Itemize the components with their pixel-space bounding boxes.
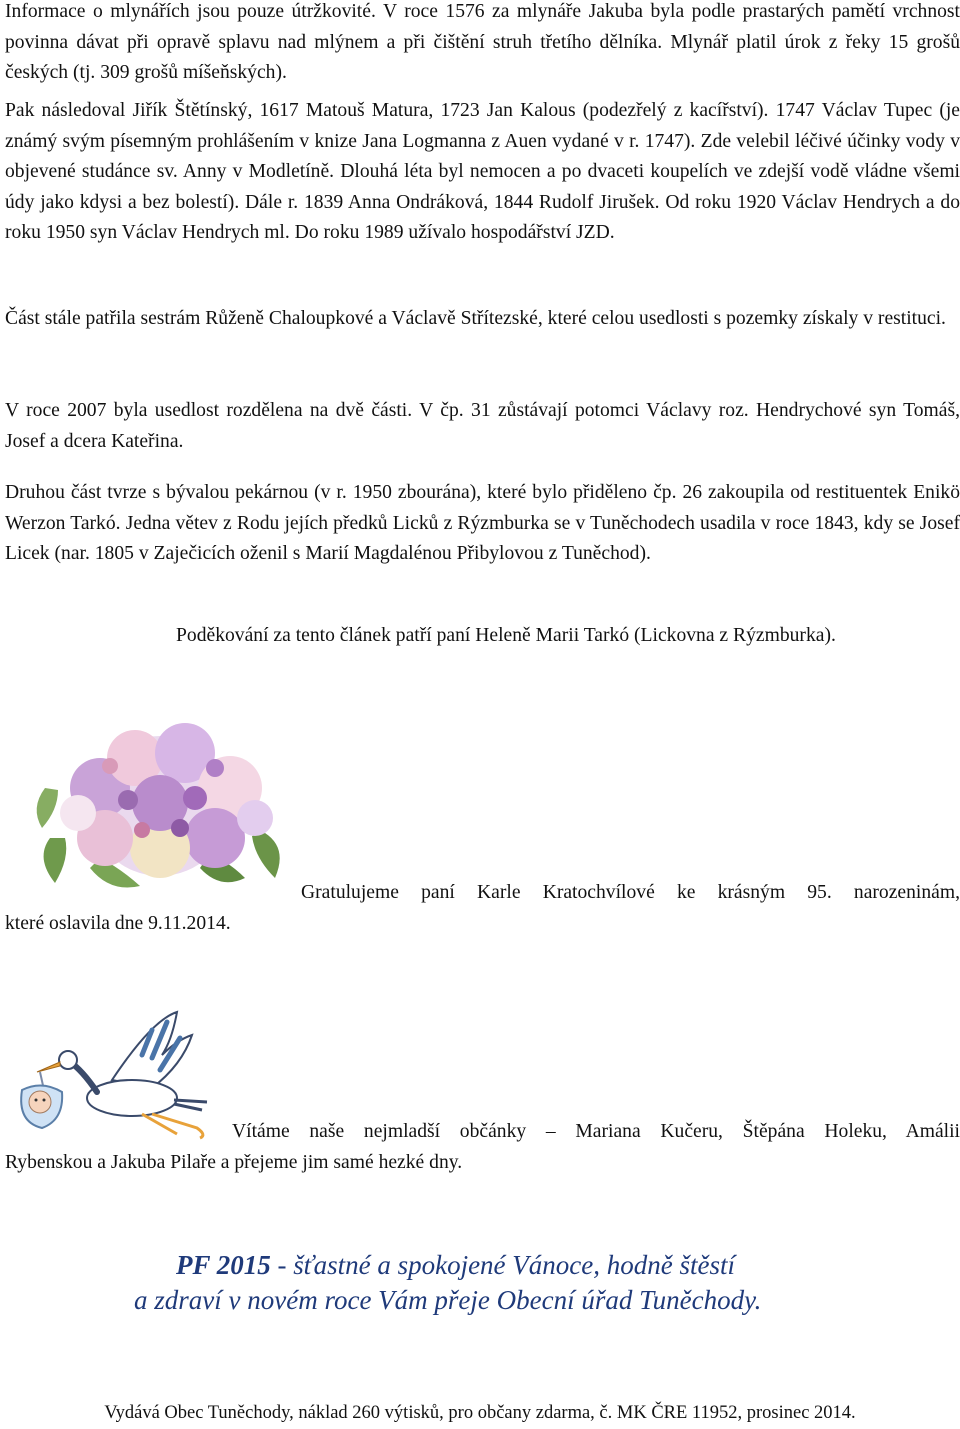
- baby-bundle: [21, 1072, 62, 1128]
- flower-bouquet-icon: [30, 718, 290, 894]
- greeting-line-1: [0, 1248, 960, 1283]
- welcome-line-2: Rybenskou a Jakuba Pilaře a přejeme jim samé hezké dny.: [5, 1152, 463, 1173]
- paragraph-millers: Informace o mlynářích jsou pouze útržkovité. V roce 1576 za mlynáře Jakuba byla podle prastarých pamětí vrchnost povinna dávat při opravě splavu nad mlýnem a při čištění struh třetího dělníka. Mlynář platil úrok z řeky 15 grošů českých (tj. 309 grošů míšeňských).: [5, 1, 960, 83]
- thanks-note: Poděkování za tento článek patří paní Heleně Marii Tarkó (Lickovna z Rýzmburka).: [176, 625, 836, 646]
- welcome-line-1: Vítáme naše nejmladší občánky – Mariana Kučeru, Štěpána Holeku, Amálii: [232, 1121, 960, 1142]
- stork-with-baby-icon: [2, 1010, 228, 1140]
- greeting-line-1-text: - šťastné a spokojené Vánoce, hodně štěstí: [270, 1250, 735, 1280]
- blossoms: [60, 723, 273, 878]
- holiday-greeting: [0, 1248, 960, 1318]
- publisher-footer: Vydává Obec Tuněchody, náklad 260 výtisků, pro občany zdarma, č. MK ČRE 11952, prosinec 2014.: [104, 1403, 856, 1423]
- paragraph-bakery: Druhou část tvrze s bývalou pekárnou (v r. 1950 zbourána), které bylo přiděleno čp. 26 zakoupila od restituentek Enikö Werzon Tarkó. Jedna větev z Rodu jejích předků Licků z Rýzmburka se v Tuněchodech usadila v roce 1843, kdy se Josef Licek (nar. 1805 v Zaječicích oženil s Marií Magdalénou Přibylovou z Tuněchod).: [5, 482, 960, 564]
- congratulation-line-1: Gratulujeme paní Karle Kratochvílové ke krásným 95. narozeninám,: [301, 882, 960, 903]
- paragraph-division: V roce 2007 byla usedlost rozdělena na dvě části. V čp. 31 zůstávají potomci Václavy roz. Hendrychové syn Tomáš, Josef a dcera Kateřina.: [5, 400, 960, 452]
- stork-wing: [112, 1012, 192, 1088]
- pf-label: PF 2015: [176, 1250, 271, 1280]
- paragraph-owners: Pak následoval Jiřík Štětínský, 1617 Matouš Matura, 1723 Jan Kalous (podezřelý z kacířství). 1747 Václav Tupec (je známý svým písemným prohlášením v knize Jana Logmanna z Auen vydané v r. 1747). Zde velebil léčivé účinky vody v objevené studánce sv. Anny v Modletíně. Dlouhá léta byl nemocen a po dvaceti koupelích ve zdejší vodě vládne všemi údy jako kdysi a bez bolestí). Dále r. 1839 Anna Ondráková, 1844 Rudolf Jirušek. Od roku 1920 Václav Hendrych a do roku 1950 syn Václav Hendrych ml. Do roku 1989 užívalo hospodářství JZD.: [5, 100, 960, 243]
- congratulation-line-2: které oslavila dne 9.11.2014.: [5, 913, 231, 934]
- greeting-line-2: a zdraví v novém roce Vám přeje Obecní úřad Tuněchody.: [134, 1285, 762, 1315]
- paragraph-sisters: Část stále patřila sestrám Růženě Chaloupkové a Václavě Střítezské, které celou usedlosti s pozemky získaly v restituci.: [5, 308, 946, 329]
